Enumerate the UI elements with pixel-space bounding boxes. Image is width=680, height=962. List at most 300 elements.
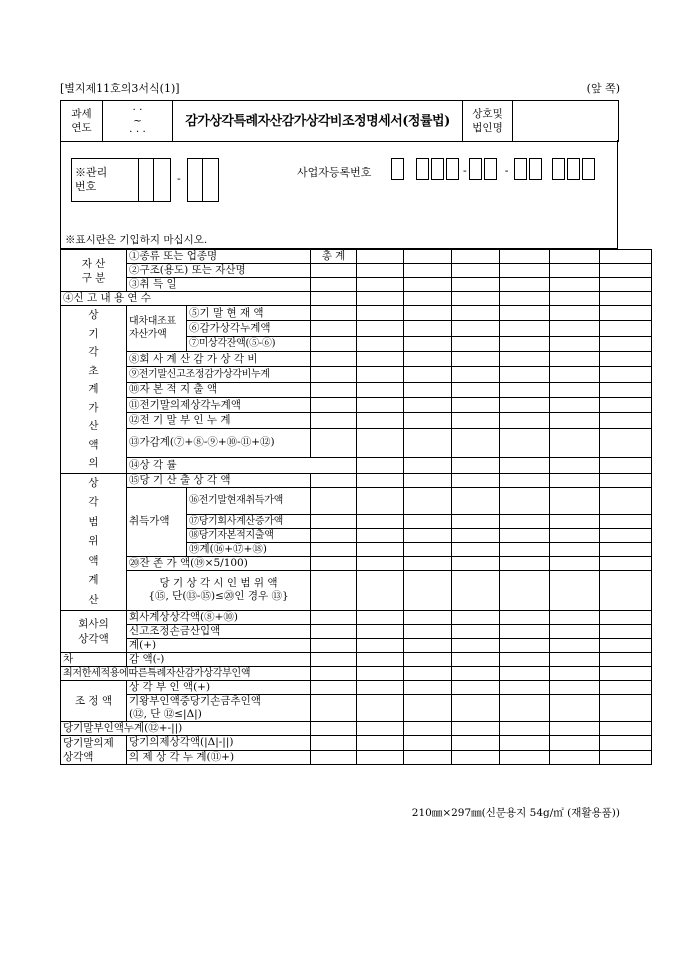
cell[interactable] xyxy=(500,681,550,695)
biz-no-label: 사업자등록번호 xyxy=(297,166,372,179)
company-name-field[interactable] xyxy=(513,101,619,142)
cell[interactable] xyxy=(550,653,600,667)
cell[interactable] xyxy=(404,336,452,351)
cell[interactable] xyxy=(600,473,652,487)
cell[interactable] xyxy=(357,570,404,610)
cell[interactable] xyxy=(404,306,452,321)
cell[interactable] xyxy=(550,458,600,473)
row-24 xyxy=(61,639,652,653)
cell[interactable] xyxy=(500,528,550,542)
cell[interactable] xyxy=(404,570,452,610)
acq-label: 취득가액 xyxy=(127,487,187,556)
mgmt-number-box[interactable] xyxy=(71,158,171,202)
row-label-5: ⑤기 말 현 재 액 xyxy=(187,306,311,321)
cell[interactable] xyxy=(500,514,550,528)
cell[interactable] xyxy=(500,722,550,736)
cell[interactable] xyxy=(550,528,600,542)
cell[interactable] xyxy=(311,321,357,336)
cell[interactable] xyxy=(311,382,357,397)
cell[interactable] xyxy=(600,625,652,639)
row-label-17: ⑰당기회사계산증가액 xyxy=(187,514,311,528)
cell[interactable] xyxy=(452,667,500,681)
row-10 xyxy=(61,382,652,397)
cell[interactable] xyxy=(452,514,500,528)
cell[interactable] xyxy=(311,264,357,278)
cell[interactable] xyxy=(500,292,550,306)
cell[interactable] xyxy=(600,681,652,695)
cell[interactable] xyxy=(404,367,452,382)
cell[interactable] xyxy=(452,750,500,765)
cell[interactable] xyxy=(550,487,600,514)
tax-year-label: 과세 연도 xyxy=(61,101,103,142)
cell[interactable] xyxy=(550,556,600,570)
cell[interactable] xyxy=(404,413,452,428)
cell[interactable] xyxy=(452,611,500,625)
cell[interactable] xyxy=(600,528,652,542)
cell[interactable] xyxy=(600,264,652,278)
cell[interactable] xyxy=(500,428,550,458)
cell[interactable] xyxy=(452,528,500,542)
page-side: (앞 쪽) xyxy=(586,82,620,95)
row-label-20: ⑳잔 존 가 액(⑲×5/100) xyxy=(127,556,311,570)
cell[interactable] xyxy=(404,292,452,306)
row-label-28b: (⑫, 단 ⑫≤|Δ|) xyxy=(129,708,202,720)
cell[interactable] xyxy=(357,556,404,570)
cell[interactable] xyxy=(500,264,550,278)
cell[interactable] xyxy=(404,542,452,556)
mgmt-note: ※표시란은 기입하지 마십시오. xyxy=(65,234,208,246)
cell[interactable] xyxy=(452,625,500,639)
row-label-2: ②구조(용도) 또는 자산명 xyxy=(127,264,311,278)
cell[interactable] xyxy=(311,514,357,528)
cell[interactable] xyxy=(357,382,404,397)
cell[interactable] xyxy=(550,570,600,610)
row-label-24: 계(+) xyxy=(127,639,311,653)
cell[interactable] xyxy=(404,321,452,336)
row-26 xyxy=(61,667,652,681)
cell[interactable] xyxy=(550,278,600,292)
cell[interactable] xyxy=(357,487,404,514)
cell[interactable] xyxy=(357,639,404,653)
cell[interactable] xyxy=(404,428,452,458)
cell[interactable] xyxy=(404,722,452,736)
row-15 xyxy=(61,473,652,487)
cell[interactable] xyxy=(357,667,404,681)
cell[interactable] xyxy=(404,750,452,765)
cell[interactable] xyxy=(600,382,652,397)
mgmt-section xyxy=(60,140,618,249)
cell[interactable] xyxy=(600,351,652,366)
mgmt-number-box-2[interactable] xyxy=(187,158,219,202)
cell[interactable] xyxy=(500,306,550,321)
cell[interactable] xyxy=(550,667,600,681)
row-label-11: ⑪전기말의제상각누계액 xyxy=(127,397,311,412)
cell[interactable] xyxy=(500,625,550,639)
row-label-27: 상 각 부 인 액(+) xyxy=(127,681,311,695)
cell[interactable] xyxy=(311,570,357,610)
cell[interactable] xyxy=(357,473,404,487)
cell[interactable] xyxy=(311,367,357,382)
cell[interactable] xyxy=(404,611,452,625)
cell[interactable] xyxy=(600,542,652,556)
row-29 xyxy=(61,722,652,736)
cell[interactable] xyxy=(550,736,600,751)
cell[interactable] xyxy=(600,458,652,473)
cell[interactable] xyxy=(500,542,550,556)
form-title: 감가상각특례자산감가상각비조정명세서(정률법) xyxy=(173,101,463,142)
cell[interactable] xyxy=(500,382,550,397)
cell[interactable] xyxy=(311,639,357,653)
row-label-15: ⑮당 기 산 출 상 각 액 xyxy=(127,473,311,487)
cell[interactable] xyxy=(311,542,357,556)
row-30 xyxy=(61,736,652,751)
cell[interactable] xyxy=(452,556,500,570)
cell[interactable] xyxy=(452,570,500,610)
cell[interactable] xyxy=(600,653,652,667)
bs-amount-label: 대차대조표자산가액 xyxy=(127,306,187,352)
cell[interactable] xyxy=(404,695,452,722)
cell[interactable] xyxy=(311,722,357,736)
cell[interactable] xyxy=(311,428,357,458)
row-label-21 xyxy=(127,570,311,610)
row-label-31: 의 제 상 각 누 계(⑪+) xyxy=(127,750,311,765)
row-9 xyxy=(61,367,652,382)
cell[interactable] xyxy=(550,681,600,695)
cell[interactable] xyxy=(357,428,404,458)
cell[interactable] xyxy=(500,639,550,653)
cell[interactable] xyxy=(600,306,652,321)
mgmt-number-label: ※관리 번호 xyxy=(75,166,108,193)
cell[interactable] xyxy=(311,736,357,751)
row-label-6: ⑥감가상각누계액 xyxy=(187,321,311,336)
cell[interactable] xyxy=(357,750,404,765)
cell[interactable] xyxy=(550,611,600,625)
row-label-16: ⑯전기말현재취득가액 xyxy=(187,487,311,514)
cell[interactable] xyxy=(404,667,452,681)
cell[interactable] xyxy=(452,413,500,428)
mgmt-dash: - xyxy=(177,172,181,185)
cell[interactable] xyxy=(452,321,500,336)
cell[interactable] xyxy=(311,750,357,765)
cell[interactable] xyxy=(452,736,500,751)
cell[interactable] xyxy=(357,653,404,667)
cell[interactable] xyxy=(500,570,550,610)
cell[interactable] xyxy=(550,514,600,528)
cell[interactable] xyxy=(500,556,550,570)
cell[interactable] xyxy=(452,487,500,514)
paper-spec: 210㎜×297㎜(신문용지 54g/㎡ (재활용품)) xyxy=(411,807,620,819)
cell[interactable] xyxy=(404,528,452,542)
limit-label: 상 각 범 위 액 계 산 xyxy=(61,473,127,611)
cell[interactable] xyxy=(500,367,550,382)
cell[interactable] xyxy=(550,250,600,264)
cell[interactable] xyxy=(600,695,652,722)
row-label-12: ⑫전 기 말 부 인 누 계 xyxy=(127,413,311,428)
cell[interactable] xyxy=(357,611,404,625)
cell[interactable] xyxy=(550,428,600,458)
cell[interactable] xyxy=(550,336,600,351)
row-label-4: ④신 고 내 용 연 수 xyxy=(61,292,311,306)
cell[interactable] xyxy=(404,250,452,264)
cell[interactable] xyxy=(311,473,357,487)
row-16 xyxy=(61,487,652,514)
cell[interactable] xyxy=(311,611,357,625)
cell[interactable] xyxy=(452,473,500,487)
cell[interactable] xyxy=(452,639,500,653)
cell[interactable] xyxy=(452,397,500,412)
cell[interactable] xyxy=(357,528,404,542)
row-25 xyxy=(61,653,652,667)
cell[interactable] xyxy=(452,695,500,722)
cell[interactable] xyxy=(600,487,652,514)
row-3 xyxy=(61,278,652,292)
cell[interactable] xyxy=(600,556,652,570)
row-12 xyxy=(61,413,652,428)
row-label-8: ⑧회 사 계 산 감 가 상 각 비 xyxy=(127,351,311,366)
cell[interactable] xyxy=(404,458,452,473)
cell[interactable] xyxy=(600,397,652,412)
cell[interactable] xyxy=(357,306,404,321)
cell[interactable] xyxy=(500,487,550,514)
cell[interactable] xyxy=(600,570,652,610)
cell[interactable] xyxy=(311,625,357,639)
cell[interactable] xyxy=(311,397,357,412)
cell[interactable] xyxy=(357,458,404,473)
cell[interactable] xyxy=(404,556,452,570)
cell[interactable] xyxy=(500,351,550,366)
cell[interactable] xyxy=(357,397,404,412)
cell[interactable] xyxy=(600,750,652,765)
cell[interactable] xyxy=(550,542,600,556)
cell[interactable] xyxy=(550,750,600,765)
cell[interactable] xyxy=(357,695,404,722)
cell[interactable] xyxy=(404,514,452,528)
cell[interactable] xyxy=(500,750,550,765)
row-label-25a: 차 xyxy=(61,653,127,667)
cell[interactable] xyxy=(550,413,600,428)
cell[interactable] xyxy=(600,611,652,625)
cell[interactable] xyxy=(357,625,404,639)
cell[interactable] xyxy=(452,306,500,321)
cell[interactable] xyxy=(452,382,500,397)
cell[interactable] xyxy=(311,653,357,667)
row-label-13: ⑬가감계(⑦+⑧-⑨+⑩-⑪+⑫) xyxy=(127,428,311,458)
cell[interactable] xyxy=(404,278,452,292)
cell[interactable] xyxy=(452,681,500,695)
cell[interactable] xyxy=(452,722,500,736)
cell[interactable] xyxy=(500,458,550,473)
row-label-18: ⑱당기자본적지출액 xyxy=(187,528,311,542)
row-14 xyxy=(61,458,652,473)
row-label-29: 당기말부인액누계(⑫+-||) xyxy=(61,722,311,736)
cell[interactable] xyxy=(500,653,550,667)
cell[interactable] xyxy=(500,278,550,292)
cell[interactable] xyxy=(550,264,600,278)
biz-no-field[interactable]: - - xyxy=(391,158,597,180)
row-13 xyxy=(61,428,652,458)
cell[interactable] xyxy=(311,556,357,570)
cell[interactable] xyxy=(452,278,500,292)
cell[interactable] xyxy=(311,667,357,681)
form-code: [별지제11호의3서식(1)] xyxy=(60,82,180,95)
cell[interactable] xyxy=(500,397,550,412)
cell[interactable] xyxy=(600,667,652,681)
cell[interactable] xyxy=(550,292,600,306)
cell[interactable] xyxy=(452,351,500,366)
co-dep-label: 회사의 상각액 xyxy=(61,611,127,653)
row-22 xyxy=(61,611,652,625)
cell[interactable] xyxy=(357,351,404,366)
tax-period[interactable] xyxy=(103,101,173,142)
cell[interactable] xyxy=(500,695,550,722)
cell[interactable] xyxy=(550,382,600,397)
cell[interactable] xyxy=(600,336,652,351)
row-5 xyxy=(61,306,652,321)
cell[interactable] xyxy=(404,351,452,366)
cell[interactable] xyxy=(311,278,357,292)
cell[interactable] xyxy=(550,695,600,722)
cell[interactable] xyxy=(452,336,500,351)
cell[interactable] xyxy=(357,321,404,336)
cell[interactable] xyxy=(600,736,652,751)
cell[interactable] xyxy=(311,413,357,428)
row-31 xyxy=(61,750,652,765)
row-23 xyxy=(61,625,652,639)
cell[interactable] xyxy=(550,473,600,487)
cell[interactable] xyxy=(311,306,357,321)
period-sep: ~ xyxy=(133,114,142,127)
main-table xyxy=(60,249,652,765)
asset-class-label: 자 산 구 분 xyxy=(61,250,127,292)
deemed-label: 당기말의제 상각액 xyxy=(61,736,127,765)
row-label-21a: 당 기 상 각 시 인 범 위 액 xyxy=(159,577,278,590)
cell[interactable] xyxy=(500,736,550,751)
cell[interactable] xyxy=(500,667,550,681)
cell[interactable] xyxy=(600,639,652,653)
cell[interactable] xyxy=(452,292,500,306)
cell[interactable] xyxy=(550,321,600,336)
cell[interactable] xyxy=(404,736,452,751)
cell[interactable] xyxy=(600,278,652,292)
row-20 xyxy=(61,556,652,570)
cell[interactable] xyxy=(452,653,500,667)
cell[interactable] xyxy=(500,321,550,336)
cell[interactable] xyxy=(500,413,550,428)
row-label-19: ⑲계(⑯+⑰+⑱) xyxy=(187,542,311,556)
cell[interactable] xyxy=(311,681,357,695)
cell[interactable] xyxy=(404,382,452,397)
cell[interactable] xyxy=(452,264,500,278)
cell[interactable] xyxy=(600,367,652,382)
base-amount-label: 상 기 각 초 계 가 산 액 의 xyxy=(61,306,127,474)
cell[interactable] xyxy=(500,336,550,351)
cell[interactable] xyxy=(600,321,652,336)
cell[interactable] xyxy=(452,428,500,458)
cell[interactable] xyxy=(500,473,550,487)
cell[interactable] xyxy=(550,397,600,412)
cell[interactable] xyxy=(311,292,357,306)
cell[interactable] xyxy=(600,428,652,458)
header-table xyxy=(60,100,619,142)
period-start: · · xyxy=(132,103,143,116)
cell[interactable] xyxy=(357,722,404,736)
row-27 xyxy=(61,681,652,695)
cell[interactable] xyxy=(550,367,600,382)
cell[interactable] xyxy=(357,514,404,528)
cell[interactable] xyxy=(550,639,600,653)
cell[interactable] xyxy=(357,278,404,292)
cell[interactable] xyxy=(600,514,652,528)
cell[interactable] xyxy=(357,250,404,264)
cell[interactable] xyxy=(500,250,550,264)
cell[interactable] xyxy=(550,625,600,639)
row-label-28 xyxy=(127,695,311,722)
cell[interactable] xyxy=(452,542,500,556)
row-label-9: ⑨전기말신고조정감가상각비누계 xyxy=(127,367,311,382)
row-label-7: ⑦미상각잔액(⑤-⑥) xyxy=(187,336,311,351)
cell[interactable] xyxy=(404,473,452,487)
cell[interactable] xyxy=(550,722,600,736)
cell[interactable] xyxy=(500,611,550,625)
cell[interactable] xyxy=(404,264,452,278)
cell[interactable] xyxy=(600,722,652,736)
cell[interactable] xyxy=(311,351,357,366)
cell[interactable] xyxy=(404,487,452,514)
cell[interactable] xyxy=(404,681,452,695)
total-label: 총 계 xyxy=(311,250,357,264)
row-11 xyxy=(61,397,652,412)
cell[interactable] xyxy=(600,250,652,264)
row-label-25b: 감 액(-) xyxy=(127,653,311,667)
cell[interactable] xyxy=(452,367,500,382)
row-label-23: 신고조정손금산입액 xyxy=(127,625,311,639)
cell[interactable] xyxy=(600,292,652,306)
row-label-1: ①종류 또는 업종명 xyxy=(127,250,311,264)
cell[interactable] xyxy=(452,250,500,264)
cell[interactable] xyxy=(357,264,404,278)
cell[interactable] xyxy=(311,336,357,351)
row-label-26: 최저한세적용에따른특례자산감가상각부인액 xyxy=(61,667,311,681)
cell[interactable] xyxy=(404,639,452,653)
cell[interactable] xyxy=(404,625,452,639)
row-label-22: 회사계상상각액(⑧+⑩) xyxy=(127,611,311,625)
cell[interactable] xyxy=(357,413,404,428)
row-21 xyxy=(61,570,652,583)
cell[interactable] xyxy=(404,653,452,667)
cell[interactable] xyxy=(550,351,600,366)
cell[interactable] xyxy=(404,397,452,412)
cell[interactable] xyxy=(357,336,404,351)
cell[interactable] xyxy=(550,306,600,321)
row-1 xyxy=(61,250,652,264)
cell[interactable] xyxy=(600,413,652,428)
row-label-21b: {⑮, 단(⑬-⑮)≤⑳인 경우 ⑬} xyxy=(148,590,289,603)
cell[interactable] xyxy=(357,367,404,382)
cell[interactable] xyxy=(357,292,404,306)
cell[interactable] xyxy=(311,487,357,514)
cell[interactable] xyxy=(357,736,404,751)
cell[interactable] xyxy=(311,695,357,722)
cell[interactable] xyxy=(357,542,404,556)
row-label-14: ⑭상 각 률 xyxy=(127,458,357,473)
cell[interactable] xyxy=(452,458,500,473)
row-label-30: 당기의제상각액(|Δ|-||) xyxy=(127,736,311,751)
cell[interactable] xyxy=(357,681,404,695)
cell[interactable] xyxy=(311,528,357,542)
row-label-28a: 기왕부인액중당기손금추인액 xyxy=(129,695,261,707)
company-label: 상호및 법인명 xyxy=(463,101,513,142)
row-label-10: ⑩자 본 적 지 출 액 xyxy=(127,382,311,397)
